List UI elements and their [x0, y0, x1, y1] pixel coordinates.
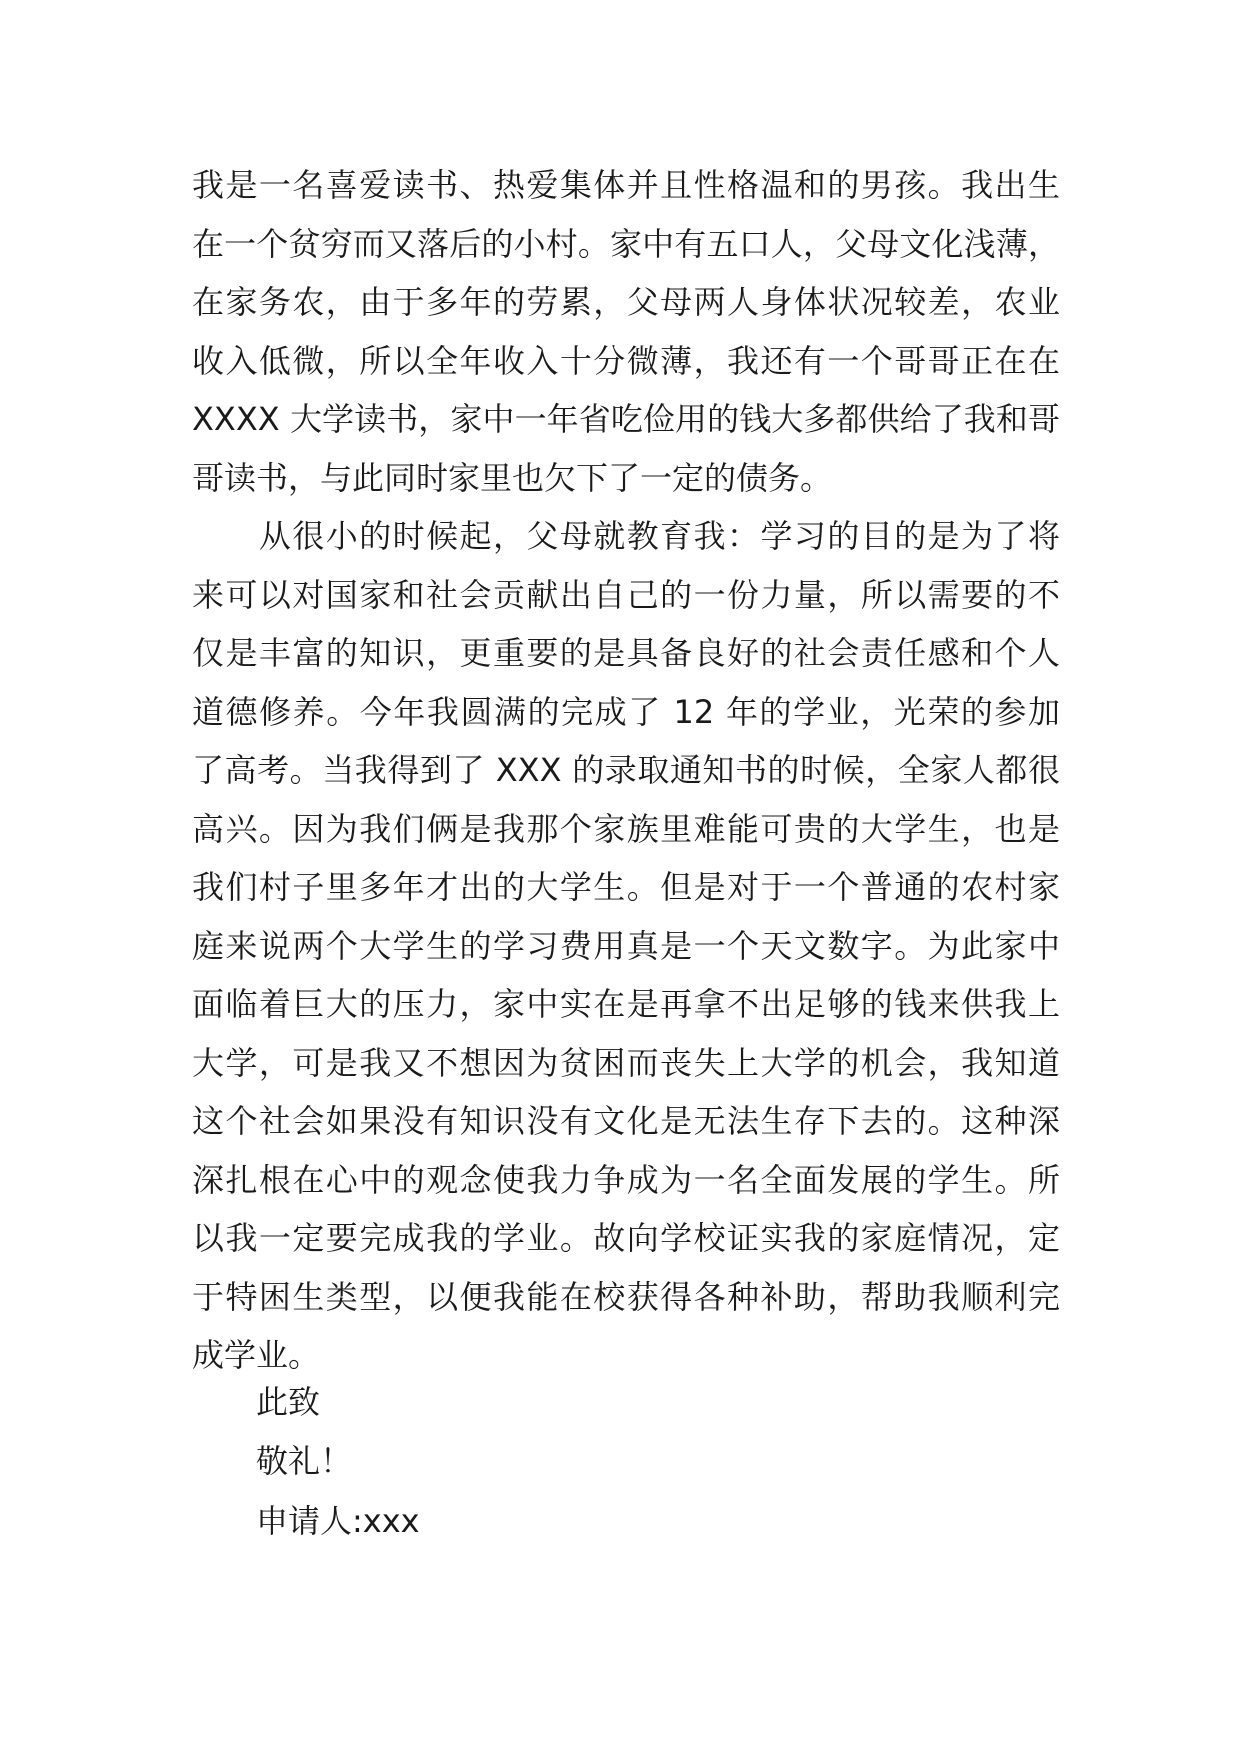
text-line: 我是一名喜爱读书、热爱集体并且性格温和的男孩。我出生	[192, 166, 1060, 204]
text-line: 面临着巨大的压力，家中实在是再拿不出足够的钱来供我上	[192, 985, 1060, 1023]
text-line: 道德修养。今年我圆满的完成了 12 年的学业，光荣的参加	[192, 692, 1060, 731]
text-line: 于特困生类型，以便我能在校获得各种补助，帮助我顺利完	[192, 1277, 1060, 1316]
paragraph-family-background	[192, 156, 1060, 507]
text-line: 哥读书，与此同时家里也欠下了一定的债务。	[192, 458, 833, 497]
text-line: 了高考。当我得到了 XXX 的录取通知书的时候，全家人都很	[192, 751, 1060, 789]
text-line: 仅是丰富的知识，更重要的是具备良好的社会责任感和个人	[192, 634, 1060, 672]
text-line: 以我一定要完成我的学业。故向学校证实我的家庭情况，定	[192, 1219, 1060, 1257]
paragraph-application-reason	[192, 507, 1060, 1385]
text-line: 来可以对国家和社会贡献出自己的一份力量，所以需要的不	[192, 575, 1060, 614]
text-line: 从很小的时候起，父母就教育我：学习的目的是为了将	[192, 517, 1060, 555]
text-line: 这个社会如果没有知识没有文化是无法生存下去的。这种深	[192, 1102, 1060, 1140]
text-line: 大学，可是我又不想因为贫困而丧失上大学的机会，我知道	[192, 1043, 1060, 1082]
text-line: 在家务农，由于多年的劳累，父母两人身体状况较差，农业	[192, 283, 1060, 321]
applicant-signature-line: 申请人:xxx	[256, 1502, 420, 1540]
text-line: 收入低微，所以全年收入十分微薄，我还有一个哥哥正在在	[192, 341, 1060, 380]
closing-regards: 敬礼！	[256, 1442, 353, 1480]
text-line: 我们村子里多年才出的大学生。但是对于一个普通的农村家	[192, 868, 1060, 906]
text-line: 高兴。因为我们俩是我那个家族里难能可贵的大学生，也是	[192, 809, 1060, 848]
text-line: 庭来说两个大学生的学习费用真是一个天文数字。为此家中	[192, 926, 1060, 965]
text-line: 成学业。	[192, 1336, 321, 1374]
text-line: 深扎根在心中的观念使我力争成为一名全面发展的学生。所	[192, 1160, 1060, 1199]
text-line: XXXX 大学读书，家中一年省吃俭用的钱大多都供给了我和哥	[192, 400, 1060, 438]
text-line: 在一个贫穷而又落后的小村。家中有五口人，父母文化浅薄，	[192, 224, 1060, 263]
letter-body	[192, 156, 1060, 1385]
closing-salutation: 此致	[256, 1383, 321, 1421]
